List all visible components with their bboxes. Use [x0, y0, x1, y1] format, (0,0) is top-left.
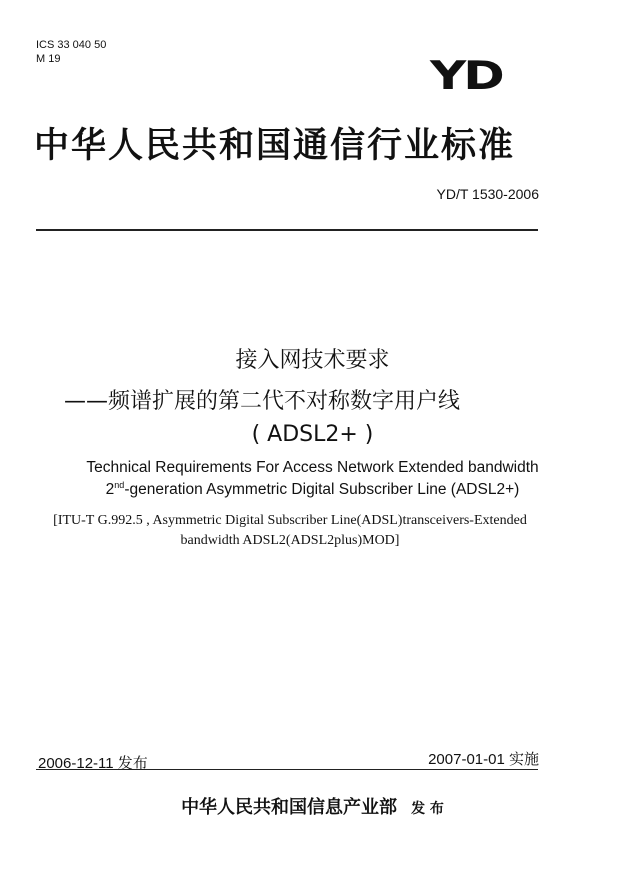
- itu-reference-line1: [ITU-T G.992.5 , Asymmetric Digital Subscriber Line(ADSL)transceivers-Extended: [53, 513, 527, 528]
- classification-code: M 19: [36, 53, 61, 65]
- publisher-line: [0, 793, 625, 819]
- en-title-line2-rest: -generation Asymmetric Digital Subscriber Line (ADSL2+): [124, 481, 520, 499]
- itu-reference-line2: bandwidth ADSL2(ADSL2plus)MOD]: [180, 533, 400, 548]
- en-title-line2-sup: nd: [114, 480, 125, 490]
- publisher-name: 中华人民共和国信息产业部: [181, 797, 398, 818]
- issue-date: 2006-12-11 发布: [38, 755, 148, 772]
- en-title-line2: [0, 480, 625, 499]
- ics-code: ICS 33 040 50: [36, 39, 107, 51]
- yd-logo: [430, 53, 512, 104]
- publish-action: 发 布: [411, 801, 444, 817]
- cn-title-line3: ( ADSL2+ ): [251, 422, 374, 447]
- footer-divider: [36, 769, 538, 770]
- cn-title-line1: 接入网技术要求: [235, 348, 390, 373]
- standard-number: YD/T 1530-2006: [436, 186, 539, 202]
- standard-category-title: 中华人民共和国通信行业标准: [34, 125, 516, 166]
- header-divider: [36, 229, 538, 231]
- en-title-line2-prefix: 2: [105, 481, 115, 499]
- ics-code-block: [36, 38, 106, 66]
- effective-date: 2007-01-01 实施: [428, 751, 539, 768]
- itu-reference: [36, 511, 544, 551]
- yd-logo-text: YD: [430, 53, 502, 99]
- cn-title-line2: ——频谱扩展的第二代不对称数字用户线: [64, 389, 461, 414]
- en-title-line1: Technical Requirements For Access Network Extended bandwidth: [86, 459, 539, 476]
